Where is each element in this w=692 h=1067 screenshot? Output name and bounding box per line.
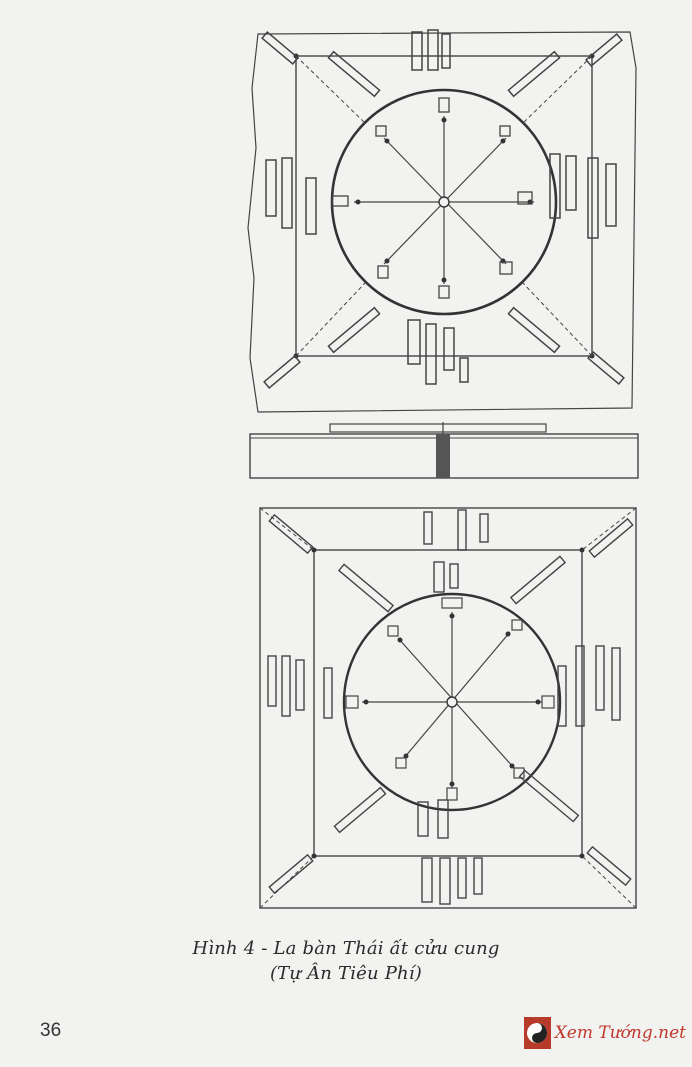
page-number: 36	[40, 1020, 62, 1041]
figure-caption-title: Hình 4 - La bàn Thái ất cửu cung	[192, 938, 500, 959]
outer-frame	[260, 508, 636, 908]
compass-bottom-drawing	[258, 506, 638, 910]
ruler-figure	[248, 422, 642, 482]
figure-caption-source: (Tự Ân Tiêu Phí)	[269, 963, 423, 984]
compass-bottom-figure	[258, 506, 638, 910]
watermark-text: Xem Tướng.net	[554, 1023, 686, 1043]
compass-top-drawing	[244, 28, 644, 413]
yin-yang-icon	[524, 1017, 551, 1049]
watermark-logo[interactable]	[524, 1014, 686, 1052]
ruler-drawing	[248, 422, 642, 482]
compass-top-figure	[244, 28, 644, 413]
